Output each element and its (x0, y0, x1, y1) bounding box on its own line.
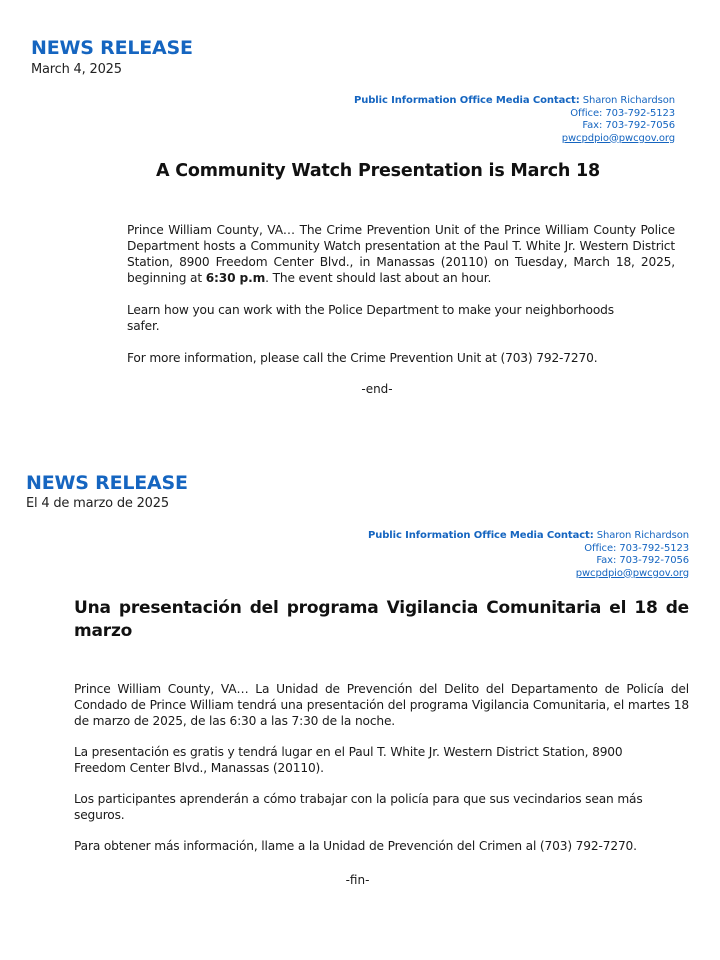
body-paragraph-2: Learn how you can work with the Police Department to make your neighborhoods safer. (127, 303, 614, 333)
office-phone: Office: 703-792-5123 (584, 542, 689, 554)
end-marker-es: -fin- (345, 873, 370, 887)
fax-number: Fax: 703-792-7056 (582, 120, 675, 131)
media-contact-name: Sharon Richardson (593, 530, 689, 541)
body-paragraph-1-es: Prince William County, VA… La Unidad de Prevención del Delito del Departamento de Policía del Condado de Prince William tendrá una presentación del programa Vigilancia Comunitaria, el martes 18 de marzo de 2025, de las 6:30 a las 7:30 de la noche. (74, 682, 689, 728)
media-contact-block (295, 95, 675, 145)
media-contact-label: Public Information Office Media Contact: (367, 530, 594, 541)
body-text (127, 222, 675, 366)
body-paragraph-2-es: La presentación es gratis y tendrá lugar en el Paul T. White Jr. Western District Station, 8900 Freedom Center Blvd., Manassas (20110). (74, 745, 623, 775)
event-time: 6:30 p.m (205, 271, 266, 285)
release-date: March 4, 2025 (31, 62, 122, 77)
body-paragraph-3: For more information, please call the Crime Prevention Unit at (703) 792-7270. (127, 351, 598, 365)
contact-email-link[interactable]: pwcpdpio@pwcgov.org (561, 132, 675, 144)
paragraph-text: . The event should last about an hour. (265, 271, 492, 285)
body-paragraph-1 (127, 222, 675, 286)
end-marker: -end- (361, 382, 393, 396)
body-text-es (74, 681, 689, 854)
fax-number: Fax: 703-792-7056 (596, 555, 689, 566)
media-contact-label: Public Information Office Media Contact: (353, 95, 580, 106)
media-contact-line (295, 95, 675, 108)
body-paragraph-3-es: Los participantes aprenderán a cómo trabajar con la policía para que sus vecindarios sean más seguros. (74, 792, 643, 822)
body-paragraph-4-es: Para obtener más información, llame a la Unidad de Prevención del Crimen al (703) 792-7270. (74, 839, 637, 853)
contact-email-link[interactable]: pwcpdpio@pwcgov.org (575, 567, 689, 579)
release-date-es: El 4 de marzo de 2025 (26, 496, 169, 511)
paragraph-text: Prince William County, VA… The Crime Prevention Unit of the Prince William County Police Department hosts a Community Watch presentation at the Paul T. White Jr. Western District Station, 8900 Freedom Center Blvd., in Manassas (20110) on Tuesday, March 18, 2025, beginning at (127, 223, 675, 285)
news-release-title-es: NEWS RELEASE (26, 472, 188, 494)
news-release-title: NEWS RELEASE (31, 37, 193, 59)
media-contact-name: Sharon Richardson (579, 95, 675, 106)
headline: A Community Watch Presentation is March 18 (156, 161, 600, 181)
media-contact-block-es (309, 530, 689, 580)
media-contact-line (309, 530, 689, 543)
office-phone: Office: 703-792-5123 (570, 107, 675, 119)
headline-es: Una presentación del programa Vigilancia Comunitaria el 18 de marzo (74, 598, 689, 641)
